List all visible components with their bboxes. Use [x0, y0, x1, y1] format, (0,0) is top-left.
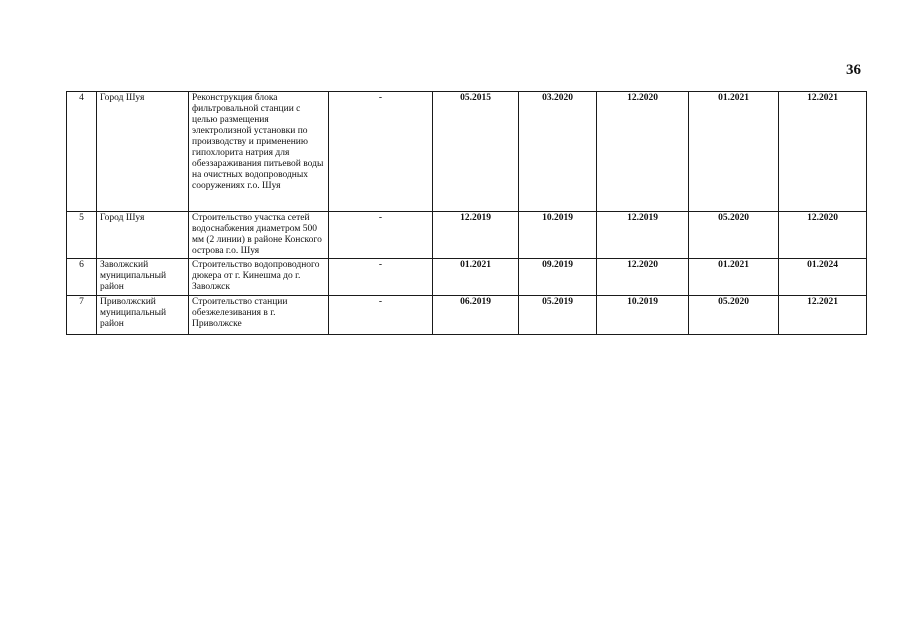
dash-cell: - [329, 92, 433, 212]
date-cell-3: 10.2019 [597, 296, 689, 335]
date-cell-1: 01.2021 [433, 259, 519, 296]
dash-cell: - [329, 212, 433, 259]
project-cell: Реконструкция блока фильтровальной станции с целью размещения электролизной установки по производству и применению гипохлорита натрия для обеззараживания питьевой воды на очистных водопроводных сооружениях г.о. Шуя [189, 92, 329, 212]
municipality-cell: Город Шуя [97, 92, 189, 212]
dash-cell: - [329, 296, 433, 335]
date-cell-3: 12.2020 [597, 92, 689, 212]
table-row [67, 259, 867, 296]
date-cell-5: 01.2024 [779, 259, 867, 296]
date-cell-2: 05.2019 [519, 296, 597, 335]
date-cell-2: 03.2020 [519, 92, 597, 212]
municipality-cell: Приволжский муниципальный район [97, 296, 189, 335]
table-row [67, 212, 867, 259]
date-cell-2: 10.2019 [519, 212, 597, 259]
municipality-cell: Город Шуя [97, 212, 189, 259]
projects-table [66, 91, 867, 335]
date-cell-5: 12.2020 [779, 212, 867, 259]
row-number: 4 [67, 92, 97, 212]
project-cell: Строительство участка сетей водоснабжения диаметром 500 мм (2 линии) в районе Конского острова г.о. Шуя [189, 212, 329, 259]
row-number: 6 [67, 259, 97, 296]
date-cell-5: 12.2021 [779, 92, 867, 212]
municipality-cell: Заволжский муниципальный район [97, 259, 189, 296]
date-cell-4: 01.2021 [689, 92, 779, 212]
row-number: 7 [67, 296, 97, 335]
page-number: 36 [846, 62, 861, 78]
dash-cell: - [329, 259, 433, 296]
table-row [67, 92, 867, 212]
date-cell-1: 05.2015 [433, 92, 519, 212]
date-cell-2: 09.2019 [519, 259, 597, 296]
date-cell-3: 12.2020 [597, 259, 689, 296]
date-cell-5: 12.2021 [779, 296, 867, 335]
project-cell: Строительство станции обезжелезивания в г. Приволжске [189, 296, 329, 335]
row-number: 5 [67, 212, 97, 259]
date-cell-1: 12.2019 [433, 212, 519, 259]
date-cell-3: 12.2019 [597, 212, 689, 259]
date-cell-4: 01.2021 [689, 259, 779, 296]
date-cell-1: 06.2019 [433, 296, 519, 335]
table-row [67, 296, 867, 335]
date-cell-4: 05.2020 [689, 212, 779, 259]
date-cell-4: 05.2020 [689, 296, 779, 335]
project-cell: Строительство водопроводного дюкера от г. Кинешма до г. Заволжск [189, 259, 329, 296]
